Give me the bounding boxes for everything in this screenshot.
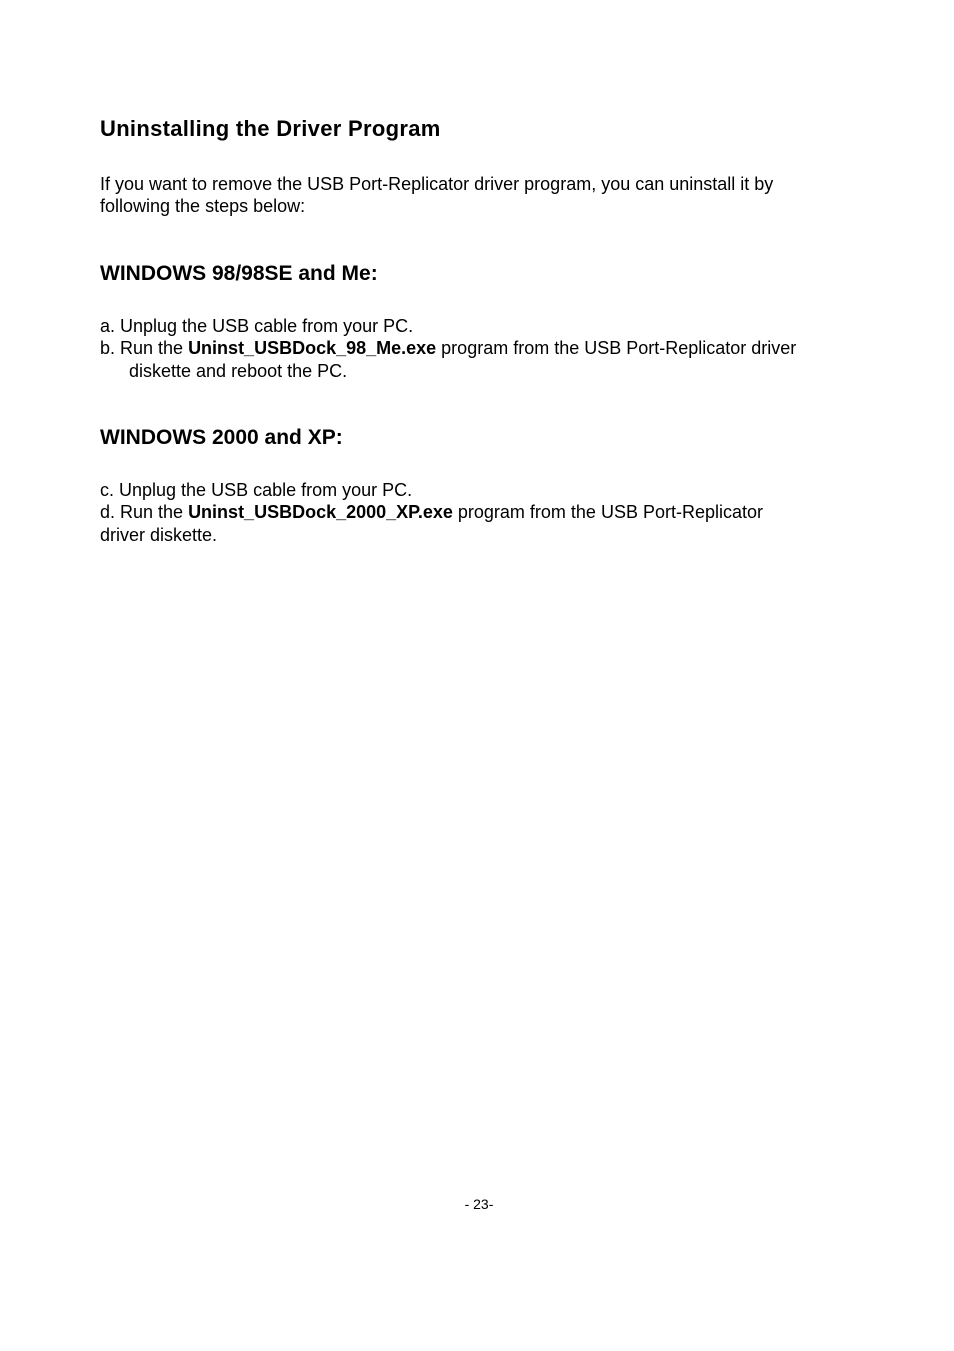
page-title: Uninstalling the Driver Program — [100, 116, 441, 141]
step-b-prefix: b. Run the — [100, 338, 189, 358]
step-b-filename: Uninst_USBDock_98_Me.exe — [188, 338, 437, 358]
intro-line-2: following the steps below: — [100, 196, 306, 216]
intro-line-1: If you want to remove the USB Port-Replicator driver program, you can uninstall it by — [100, 174, 774, 194]
page-number: - 23- — [464, 1196, 494, 1212]
step-d-filename: Uninst_USBDock_2000_XP.exe — [188, 502, 453, 522]
step-a: a. Unplug the USB cable from your PC. — [100, 316, 414, 336]
section-heading-windows-98: WINDOWS 98/98SE and Me: — [100, 262, 378, 285]
step-d-suffix: program from the USB Port-Replicator — [452, 502, 763, 522]
step-b-suffix: program from the USB Port-Replicator driver — [436, 338, 797, 358]
step-b-continuation: diskette and reboot the PC. — [129, 361, 348, 381]
step-c: c. Unplug the USB cable from your PC. — [100, 480, 413, 500]
step-d — [100, 501, 763, 524]
step-d-prefix: d. Run the — [100, 502, 189, 522]
step-b — [100, 337, 796, 360]
step-d-continuation: driver diskette. — [100, 525, 218, 545]
section-heading-windows-2000: WINDOWS 2000 and XP: — [100, 426, 343, 449]
